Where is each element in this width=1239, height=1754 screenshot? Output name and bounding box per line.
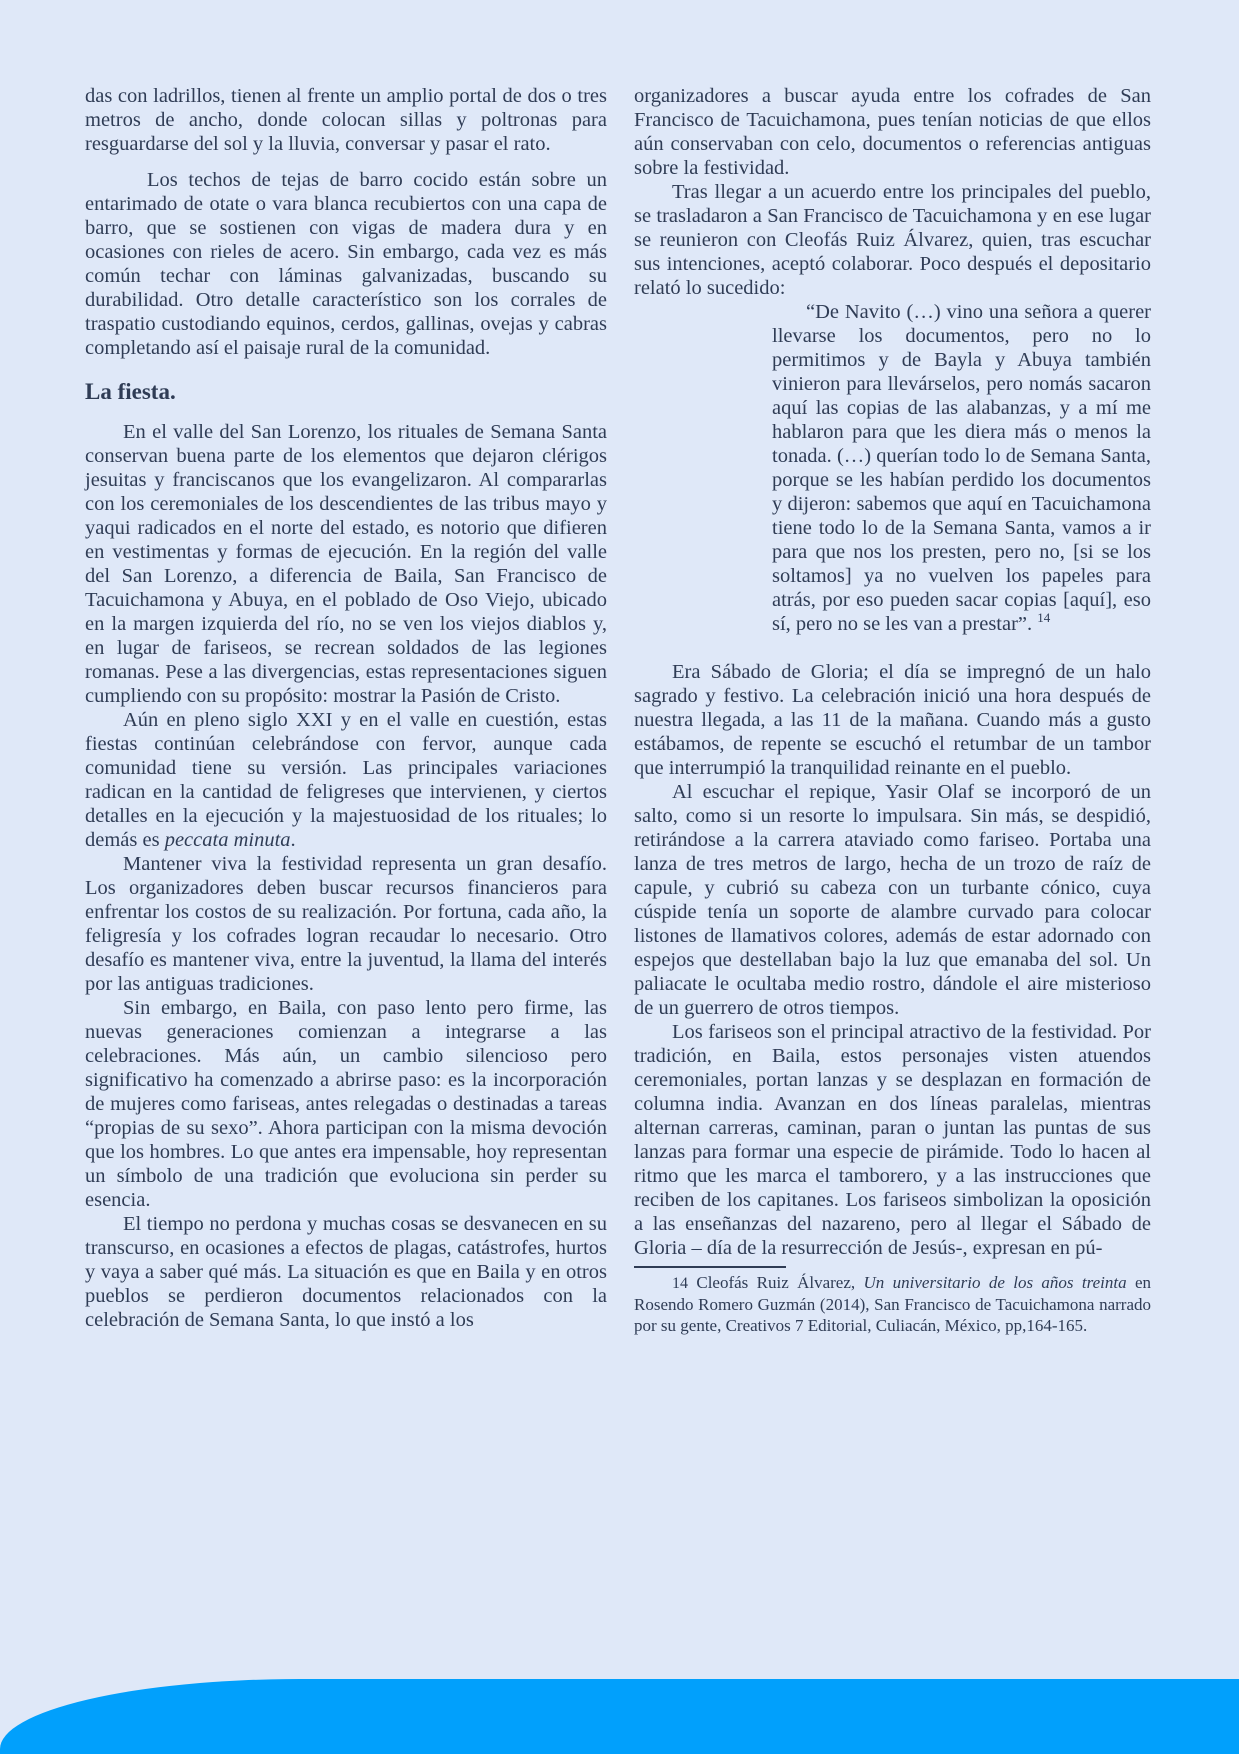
footnote-text: Cleofás Ruiz Álvarez, xyxy=(688,1273,864,1292)
quote-text: “De Navito (…) vino una señora a querer llevarse los documentos, pero no lo permitimos y de Bayla y Abuya también vinieron para llevárselos, pero nomás sacaron aquí las copias de las alabanzas, y a mí me hablaron para que les diera más o menos la tonada. (…) querían todo lo de Semana Santa, porque se les habían perdido los documentos y dijeron: sabemos que aquí en Tacuichamona tiene todo lo de la Semana Santa, vamos a ir para que nos los presten, pero no, [si se los soltamos] ya no vuelven los papeles para atrás, por eso pueden sacar copias [aquí], eso sí, pero no se les van a prestar”. xyxy=(772,301,1151,635)
footnote-separator xyxy=(634,1266,786,1268)
latin-phrase: peccata minuta xyxy=(164,829,291,851)
paragraph: Mantener viva la festividad representa un gran desafío. Los organizadores deben buscar recursos financieros para enfrentar los costos de su realización. Por fortuna, cada año, la feligresía y los cofrades logran recaudar lo necesario. Otro desafío es mantener viva, entre la juventud, la llama del interés por las antiguas tradiciones. xyxy=(85,853,607,995)
section-heading: La fiesta. xyxy=(85,379,176,404)
footnote xyxy=(634,1272,1151,1336)
footnote-title-italic: Un universitario de los años treinta xyxy=(863,1273,1127,1292)
paragraph-text: Aún en pleno siglo XXI y en el valle en cuestión, estas fiestas continúan celebrándose con fervor, aunque cada comunidad tiene su versión. Las principales variaciones radican en la cantidad de feligreses que intervienen, y ciertos detalles en la ejecución y la majestuosidad de los rituales; lo demás es xyxy=(85,709,607,851)
paragraph: El tiempo no perdona y muchas cosas se desvanecen en su transcurso, en ocasiones a efectos de plagas, catástrofes, hurtos y vaya a saber qué más. La situación es que en Baila y en otros pueblos se perdieron documentos relacionados con la celebración de Semana Santa, lo que instó a los xyxy=(85,1213,607,1331)
paragraph: En el valle del San Lorenzo, los rituales de Semana Santa conservan buena parte de los elementos que dejaron clérigos jesuitas y franciscanos que los evangelizaron. Al compararlas con los ceremoniales de los descendientes de las tribus mayo y yaqui radicados en el norte del estado, es notorio que difieren en vestimentas y formas de ejecución. En la región del valle del San Lorenzo, a diferencia de Baila, San Francisco de Tacuichamona y Abuya, en el poblado de Oso Viejo, ubicado en la margen izquierda del río, no se ven los viejos diablos y, en lugar de fariseos, se recrean soldados de las legiones romanas. Pese a las divergencias, estas representaciones siguen cumpliendo con su propósito: mostrar la Pasión de Cristo. xyxy=(85,421,607,707)
paragraph: Sin embargo, en Baila, con paso lento pero firme, las nuevas generaciones comienzan a integrarse a las celebraciones. Más aún, un cambio silencioso pero significativo ha comenzado a abrirse paso: es la incorporación de mujeres como fariseas, antes relegadas o destinadas a tareas “propias de su sexo”. Ahora participan con la misma devoción que los hombres. Lo que antes era impensable, hoy representan un símbolo de una tradición que evoluciona sin perder su esencia. xyxy=(85,997,607,1211)
paragraph: Los techos de tejas de barro cocido están sobre un entarimado de otate o vara blanca recubiertos con una capa de barro, que se sostienen con vigas de madera dura y en ocasiones con rieles de acero. Sin embargo, cada vez es más común techar con láminas galvanizadas, buscando su durabilidad. Otro detalle característico son los corrales de traspatio custodiando equinos, cerdos, gallinas, ovejas y cabras completando así el paisaje rural de la comunidad. xyxy=(85,169,607,359)
paragraph xyxy=(85,708,607,852)
paragraph: Los fariseos son el principal atractivo de la festividad. Por tradición, en Baila, estos personajes visten atuendos ceremoniales, portan lanzas y se desplazan en formación de columna india. Avanzan en dos líneas paralelas, mientras alternan carreras, caminan, paran o juntan las puntas de sus lanzas para formar una especie de pirámide. Todo lo hacen al ritmo que les marca el tamborero, y a las instrucciones que reciben de los capitanes. Los fariseos simbolizan la oposición a las enseñanzas del nazareno, pero al llegar el Sábado de Gloria – día de la resurrección de Jesús-, expresan en pú- xyxy=(634,1021,1151,1259)
footnote-number: 14 xyxy=(672,1275,688,1292)
paragraph-continuation: organizadores a buscar ayuda entre los cofrades de San Francisco de Tacuichamona, pues tenían noticias de que ellos aún conservaban con celo, documentos o referencias antiguas sobre la festividad. xyxy=(634,85,1151,179)
paragraph: Era Sábado de Gloria; el día se impregnó de un halo sagrado y festivo. La celebración inició una hora después de nuestra llegada, a las 11 de la mañana. Cuando más a gusto estábamos, de repente se escuchó el retumbar de un tambor que interrumpió la tranquilidad reinante en el pueblo. xyxy=(634,661,1151,779)
paragraph-continuation: das con ladrillos, tienen al frente un amplio portal de dos o tres metros de ancho, donde colocan sillas y poltronas para resguardarse del sol y la lluvia, conversar y pasar el rato. xyxy=(85,85,607,155)
left-column xyxy=(85,84,607,1332)
footer-band xyxy=(0,1679,1239,1754)
paragraph: Tras llegar a un acuerdo entre los principales del pueblo, se trasladaron a San Francisco de Tacuichamona y en ese lugar se reunieron con Cleofás Ruiz Álvarez, quien, tras escuchar sus intenciones, aceptó colaborar. Poco después el depositario relató lo sucedido: xyxy=(634,181,1151,299)
footnote-text: en Rosendo Romero Guzmán (2014), San Francisco de Tacuichamona narrado por su gente, Creativos 7 Editorial, Culiacán, México, pp,164-165. xyxy=(634,1273,1152,1335)
paragraph: Al escuchar el repique, Yasir Olaf se incorporó de un salto, como si un resorte lo impulsara. Sin más, se despidió, retirándose a la carrera ataviado como fariseo. Portaba una lanza de tres metros de largo, hecha de un trozo de raíz de capule, y cubrió su cabeza con un turbante cónico, cuya cúspide tenía un soporte de alambre curvado para colocar listones de llamativos colores, además de estar adornado con espejos que destellaban bajo la luz que emanaba del sol. Un paliacate le ocultaba medio rostro, dándole el aire misterioso de un guerrero de otros tiempos. xyxy=(634,781,1151,1019)
footnote-reference: 14 xyxy=(1037,610,1051,626)
paragraph-text: . xyxy=(290,829,296,851)
block-quote xyxy=(772,300,1151,636)
right-column xyxy=(634,84,1151,1336)
